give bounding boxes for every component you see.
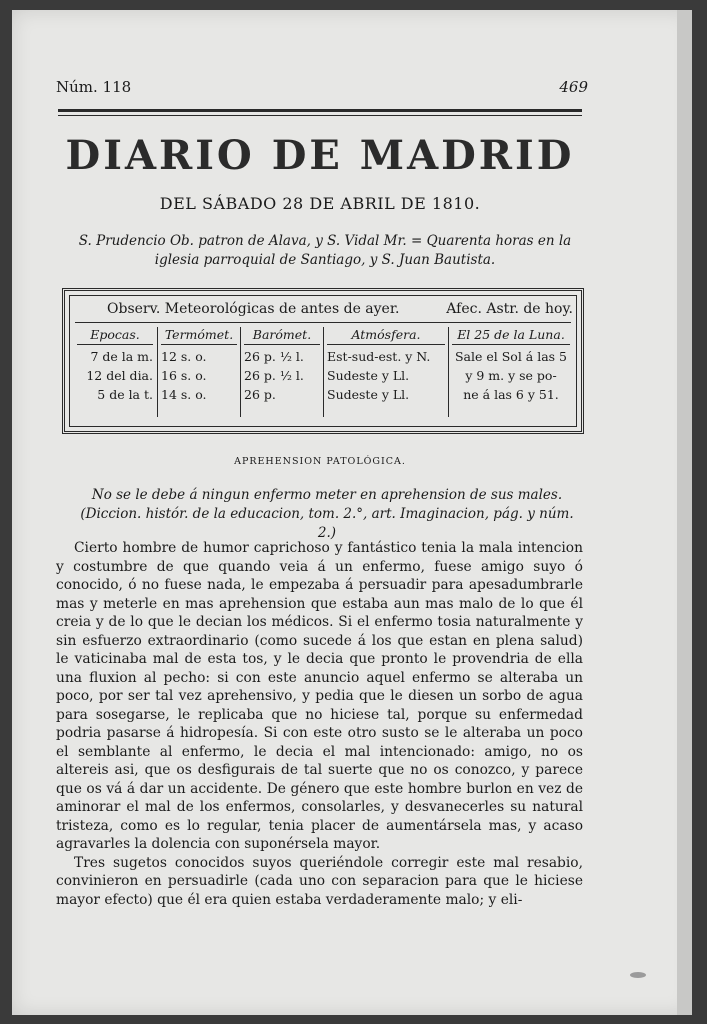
column-divider (240, 327, 241, 417)
table-cell: 26 p. (244, 387, 276, 402)
issue-number: Núm. 118 (56, 78, 132, 96)
table-cell: 5 de la t. (97, 387, 153, 402)
masthead-title: DIARIO DE MADRID (65, 132, 575, 179)
masthead-date: DEL SÁBADO 28 DE ABRIL DE 1810. (159, 194, 481, 213)
column-atmosfera (327, 325, 445, 404)
column-divider (448, 327, 449, 417)
table-cell: y 9 m. y se po- (465, 368, 557, 383)
table-cell: Sudeste y Ll. (327, 368, 410, 383)
header-rule-thick (58, 109, 582, 112)
ink-stain (630, 972, 646, 978)
column-epocas (77, 325, 153, 404)
column-header: El 25 de la Luna. (452, 325, 570, 345)
table-cell: 7 de la m. (90, 349, 153, 364)
table-cell: ne á las 6 y 51. (463, 387, 559, 402)
header-rule-thin (58, 115, 582, 116)
weather-title-right: Afec. Astr. de hoy. (446, 301, 573, 317)
table-cell: 12 del dia. (86, 368, 153, 383)
article-paragraph: Cierto hombre de humor caprichoso y fantástico tenia la mala intencion y costumbre de que quando veia á un enfermo, fuese amigo suyo ó conocido, ó no fuese nada, le empezaba á persuadir para apesadumbrarle mas y meterle en mas aprehension que estaba aun mas malo de lo que él creia y de lo que le decian los médicos. Si el enfermo tosia naturalmente y sin esfuerzo extraordinario (como sucede á los que estan en plena salud) le vaticinaba mal de esta tos, y le decia que pronto le provendria de ella una fluxion al pecho: si con este anuncio aquel enfermo se alteraba un poco, por ser tal vez aprehensivo, y pedia que le diesen un sorbo de agua para sosegarse, le replicaba que no hiciese tal, porque su enfermedad podria pasarse á hidropesía. Si con este otro susto se le alteraba un poco el semblante al enfermo, le decia el mal intencionado: amigo, no os altereis asi, que os desfigurais de tal suerte que no os conozco, y parece que os vá á dar un accidente. De género que este hombre burlon en vez de aminorar el mal de los enfermos, consolarles, y desvanecerles su natural tristeza, como es lo regular, tenia placer de aumentársela mas, y acaso agravarles la dolencia con suponérsela mayor. (56, 540, 583, 852)
column-header: Atmósfera. (327, 325, 445, 345)
page-number: 469 (559, 78, 588, 96)
article-heading: APREHENSION PATOLÓGICA. (234, 456, 406, 467)
column-divider (157, 327, 158, 417)
table-cell: 12 s. o. (161, 349, 207, 364)
column-luna (452, 325, 570, 404)
article-body (56, 539, 583, 909)
saints-of-the-day: S. Prudencio Ob. patron de Alava, y S. Vidal Mr. = Quarenta horas en la iglesia parroquial de Santiago, y S. Juan Bautista. (78, 233, 572, 268)
weather-title-left: Observ. Meteorológicas de antes de ayer. (107, 301, 400, 317)
page-header (56, 78, 588, 96)
weather-table (62, 288, 584, 434)
column-termometro (161, 325, 237, 404)
newspaper-page (12, 10, 692, 1015)
table-cell: Sale el Sol á las 5 (454, 349, 568, 364)
column-barometro (244, 325, 320, 404)
table-cell: Sudeste y Ll. (327, 387, 410, 402)
article-epigraph: No se le debe á ningun enfermo meter en aprehension de sus males. (Diccion. histór. de la educacion, tom. 2.°, art. Imaginacion, pág. y núm. 2.) (80, 487, 574, 541)
column-header: Epocas. (77, 325, 153, 345)
table-divider (75, 322, 571, 323)
column-header: Barómet. (244, 325, 320, 345)
table-cell: 26 p. ½ l. (244, 349, 304, 364)
table-cell: 16 s. o. (161, 368, 207, 383)
article-paragraph: Tres sugetos conocidos suyos queriéndole corregir este mal resabio, convinieron en persuadirle (cada uno con separacion para que le hiciese mayor efecto) que él era quien estaba verdaderamente malo; y eli- (56, 854, 583, 908)
table-cell: Est-sud-est. y N. (327, 349, 431, 364)
table-cell: 26 p. ½ l. (244, 368, 304, 383)
page-edge (677, 10, 692, 1015)
column-header: Termómet. (161, 325, 237, 345)
column-divider (323, 327, 324, 417)
table-cell: 14 s. o. (161, 387, 207, 402)
